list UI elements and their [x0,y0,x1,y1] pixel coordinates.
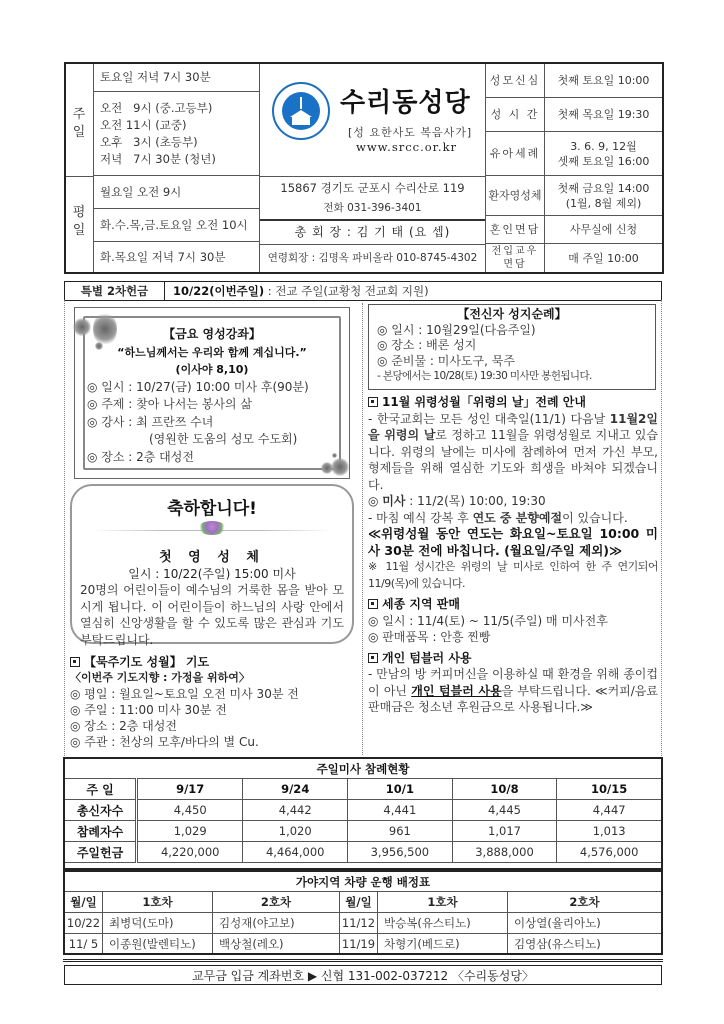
lecture-item: ◎ 강사 : 최 프란쯔 수녀 [87,414,214,429]
tumbler-text: - 만남의 방 커피머신을 이용하실 때 환경을 위해 종이컵이 아닌 개인 텀블러 사용을 부탁드립니다. ≪커피/음료 판매금은 청소년 후원금으로 사용됩니다.≫ [368,667,658,714]
rosary-item: ◎ 장소 : 2층 대성전 [70,719,177,733]
header-cell: 9/17 [137,779,243,800]
schedule-row: 환자영성체 첫째 금요일 14:00 (1월, 8월 제외) [486,176,662,216]
church-info-column [260,64,486,272]
table-row [65,842,662,863]
congrats-title: 축하합니다! [167,499,257,519]
special-collection-text: 10/22(이번주일) : 전교 주일(교황청 전교회 지원) [173,284,429,298]
left-col-border [66,64,260,272]
pilgrimage-box [368,304,656,390]
table-cell: 4,445 [452,800,557,821]
table-cell: 1,013 [557,821,662,842]
square-bullet-icon [70,657,80,667]
table-cell: 4,220,000 [137,842,243,863]
weekday-time-tue-sat: 화.수.목,금.토요일 오전 10시 [94,209,260,242]
table-cell: 백상철(레오) [213,934,340,955]
schedule-row: 혼인면담 사무실에 신청 [486,216,662,244]
lecture-title: 【금요 영성강좌】 [163,327,261,341]
table-cell: 4,576,000 [557,842,662,863]
table-cell: 3,956,500 [348,842,453,863]
table-cell: 김성재(야고보) [213,913,340,934]
header-cell: 1호차 [378,892,508,913]
table-cell: 최병덕(도마) [103,913,213,934]
table-cell: 11/19 [340,934,378,955]
header-cell: 10/15 [557,779,662,800]
header-cell: 1호차 [103,892,213,913]
table-cell: 4,450 [137,800,243,821]
table-cell: 4,441 [348,800,453,821]
vehicle-schedule-table [64,871,662,955]
table-cell: 11/ 5 [65,934,103,955]
souls-month-highlight: ≪위령성월 동안 연도는 화요일~토요일 10:00 미사 30분 전에 바칩니다. (월요일/주일 제외)≫ [368,526,658,558]
table-cell: 이상열(율리아노) [508,913,662,934]
flower-icon [198,521,226,535]
row-label: 주일헌금 [65,842,137,863]
table-cell: 1,020 [243,821,348,842]
church-phone: 전화 031-396-3401 [323,202,422,214]
table-cell: 11/12 [340,913,378,934]
lecture-item: ◎ 주제 : 찾아 나서는 봉사의 삶 [87,397,252,411]
weekday-time-evening: 화.목요일 저녁 7시 30분 [100,249,226,264]
congrats-date: 일시 : 10/22(주일) 15:00 미사 [128,567,296,581]
schedule-row: 성모신심 첫째 토요일 10:00 [486,64,662,98]
header-cell: 2호차 [508,892,662,913]
weekday-time-mon: 월요일 오전 9시 [94,176,260,209]
pilgrimage-item: ◎ 장소 : 배론 성지 [377,338,477,352]
devotion-schedule [486,64,662,272]
table-cell: 1,017 [452,821,557,842]
sunday-time-sat: 토요일 저녁 7시 30분 [94,64,260,92]
square-bullet-icon [368,653,378,663]
sejong-sale-title: 세종 지역 판매 [368,596,658,613]
tumbler-title: 개인 텀블러 사용 [368,650,658,667]
row-label: 참례자수 [65,821,137,842]
schedule-row: 유아세례 3. 6. 9, 12월 셋째 토요일 16:00 [486,132,662,176]
table-cell: 10/22 [65,913,103,934]
friday-lecture-box [74,307,350,479]
rosary-item: ◎ 주관 : 천상의 모후/바다의 별 Cu. [70,735,259,749]
table-cell: 4,447 [557,800,662,821]
attendance-title: 주일미사 참례현황 [65,759,662,779]
sunday-times-list: 오전 9시 (중.고등부) 오전 11시 (교중) 오후 3시 (초등부) 저녁 7시 30분 (청년) [94,92,260,176]
row-label: 총신자수 [65,800,137,821]
table-cell: 4,442 [243,800,348,821]
table-row [65,800,662,821]
header-cell: 월/일 [65,892,103,913]
header-info-table [64,62,664,274]
header-cell: 10/1 [348,779,453,800]
attendance-table [64,758,662,863]
church-url[interactable]: www.srcc.or.kr [356,140,458,154]
table-header-row [65,779,662,800]
congrats-text: 20명의 어린이들이 예수님의 거룩한 몸을 받아 모시게 됩니다. 이 어린이들이 하느님의 사랑 안에서 열심히 신앙생활을 할 수 있도록 많은 관심과 기도 부탁드립니다. [80,583,344,647]
building-icon [292,117,310,125]
rosary-title: 【묵주기도 성월】 기도 [70,654,360,670]
special-collection-bar [64,281,662,301]
rosary-intention: 〈이번주 기도지향 : 가정을 위하여〉 [70,671,250,684]
flower-ornament-icon [92,524,332,536]
divider [260,176,485,177]
table-cell: 1,029 [137,821,243,842]
church-patron: [성 요한사도 복음사가] [348,126,473,139]
souls-month-mass: ◎ 미사 : 11/2(목) 10:00, 19:30 [368,494,546,508]
rosary-item: ◎ 주일 : 11:00 미사 30분 전 [70,703,227,717]
sejong-sale-item: ◎ 판매품목 : 안흥 찐빵 [368,630,491,644]
logo-emblem-icon [282,92,320,130]
column-divider [362,303,363,755]
pilgrimage-note: - 본당에서는 10/28(토) 19:30 미사만 봉헌됩니다. [377,370,592,382]
special-collection-label: 특별 2차헌금 [65,282,165,300]
souls-month-title: 11월 위령성월「위령의 날」전례 안내 [368,394,658,411]
souls-month-note: ※ 11월 성시간은 위령의 날 미사로 인하여 한 주 연기되어 11/9(목)에 있습니다. [368,560,658,590]
header-cell: 월/일 [340,892,378,913]
header-cell: 10/8 [452,779,557,800]
lecture-ref: (이사야 8,10) [175,363,249,376]
donation-account-bar: 교무금 입금 계좌번호 ▶ 신협 131-002-037212 〈수리동성당〉 [64,965,662,985]
weekday-label: 평 일 [72,205,86,238]
divider [260,219,485,221]
double-rule [63,959,663,962]
congrats-subtitle: 첫 영 성 체 [159,550,265,565]
square-bullet-icon [368,599,378,609]
vehicle-title: 가야지역 차량 운행 배정표 [65,872,662,892]
table-row [65,913,662,934]
pilgrimage-item: ◎ 일시 : 10월29일(다음주일) [377,322,536,337]
church-logo [272,82,330,140]
church-name: 수리동성당 [340,88,471,118]
souls-month-text: - 한국교회는 모든 성인 대축일(11/1) 다음날 11월2일을 위령의 날로 정하고 11월을 위령성월로 지내고 있습니다. 위령의 날에는 미사에 참례하여 먼저 가신 부모, 형제들을 위해 열심한 기도와 희생을 바쳐야 되겠습니다. [368,411,658,492]
schedule-row: 전입교우 면담 매 주일 10:00 [486,244,662,272]
lecture-item: ◎ 일시 : 10/27(금) 10:00 미사 후(90분) [87,379,309,394]
pilgrimage-title: 【전신자 성지순례】 [457,307,567,321]
lecture-item: (영원한 도움의 성모 수도회) [149,432,298,446]
table-row [65,934,662,955]
table-row [65,821,662,842]
divider [260,244,485,245]
parish-president: 총 회 장 : 김 기 태 (요 셉) [294,225,451,239]
header-cell: 2호차 [213,892,340,913]
table-cell: 961 [348,821,453,842]
right-notices [368,394,658,716]
table-cell: 이종원(발렌티노) [103,934,213,955]
pilgrimage-item: ◎ 준비물 : 미사도구, 묵주 [377,353,515,368]
rosary-month-section [70,654,360,750]
cross-icon [300,97,302,109]
first-communion-box [70,484,354,647]
lecture-item: ◎ 장소 : 2층 대성전 [87,449,194,464]
table-cell: 차형기(베드로) [378,934,508,955]
table-cell: 3,888,000 [452,842,557,863]
sejong-sale-item: ◎ 일시 : 11/4(토) ~ 11/5(주일) 매 미사전후 [368,613,608,628]
table-cell: 4,464,000 [243,842,348,863]
lecture-quote: “하느님께서는 우리와 함께 계십니다.” [117,345,307,359]
souls-month-closing: - 마침 예식 강복 후 연도 중 분향예절이 있습니다. [368,510,628,525]
schedule-row: 성 시 간 첫째 목요일 19:30 [486,98,662,132]
lecture-content [87,326,337,466]
header-cell: 9/24 [243,779,348,800]
church-address: 15867 경기도 군포시 수리산로 119 [280,181,465,195]
square-bullet-icon [368,397,378,407]
table-cell: 박승복(유스티노) [378,913,508,934]
rosary-item: ◎ 평일 : 월요일~토요일 오전 미사 30분 전 [70,687,299,701]
sunday-label: 주 일 [72,107,86,140]
elder-president: 연령회장 : 김명옥 파비올라 010-8745-4302 [267,252,478,264]
table-cell: 김영삼(유스티노) [508,934,662,955]
roof-icon [290,110,312,117]
table-header-row [65,892,662,913]
header-cell: 주 일 [65,779,137,800]
